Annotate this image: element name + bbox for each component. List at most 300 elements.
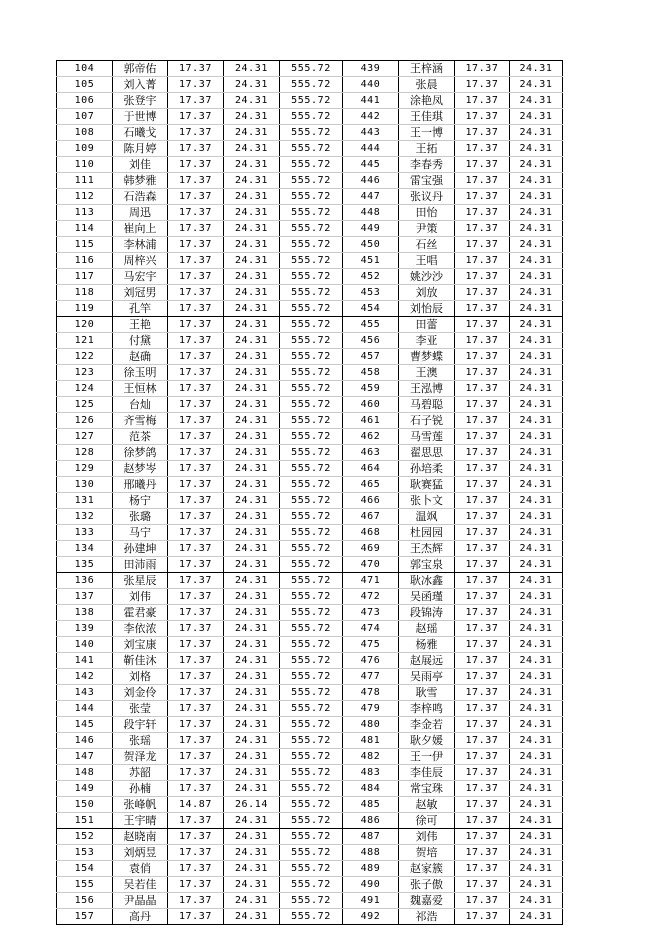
- left-id-cell[interactable]: 137: [57, 589, 113, 605]
- right-value-b-cell[interactable]: 24.31: [510, 285, 563, 301]
- left-value-b-cell[interactable]: 24.31: [224, 381, 280, 397]
- right-id-cell[interactable]: 480: [343, 717, 399, 733]
- right-name-cell[interactable]: 张议丹: [399, 189, 455, 205]
- left-value-a-cell[interactable]: 17.37: [168, 621, 224, 637]
- left-name-cell[interactable]: 于世博: [113, 109, 168, 125]
- right-name-cell[interactable]: 郭宝泉: [399, 557, 455, 573]
- left-id-cell[interactable]: 136: [57, 573, 113, 589]
- total-cell[interactable]: 555.72: [280, 317, 343, 333]
- right-value-b-cell[interactable]: 24.31: [510, 205, 563, 221]
- right-id-cell[interactable]: 472: [343, 589, 399, 605]
- left-name-cell[interactable]: 王艳: [113, 317, 168, 333]
- left-value-a-cell[interactable]: 17.37: [168, 461, 224, 477]
- total-cell[interactable]: 555.72: [280, 333, 343, 349]
- left-name-cell[interactable]: 郭帝佑: [113, 61, 168, 77]
- right-name-cell[interactable]: 张晨: [399, 77, 455, 93]
- right-value-b-cell[interactable]: 24.31: [510, 221, 563, 237]
- left-id-cell[interactable]: 126: [57, 413, 113, 429]
- right-value-b-cell[interactable]: 24.31: [510, 701, 563, 717]
- left-id-cell[interactable]: 143: [57, 685, 113, 701]
- left-name-cell[interactable]: 崔向上: [113, 221, 168, 237]
- left-value-b-cell[interactable]: 24.31: [224, 861, 280, 877]
- left-name-cell[interactable]: 孙建坤: [113, 541, 168, 557]
- left-id-cell[interactable]: 106: [57, 93, 113, 109]
- right-name-cell[interactable]: 王一伊: [399, 749, 455, 765]
- left-name-cell[interactable]: 孔竿: [113, 301, 168, 317]
- left-value-b-cell[interactable]: 24.31: [224, 877, 280, 893]
- left-value-b-cell[interactable]: 24.31: [224, 301, 280, 317]
- right-name-cell[interactable]: 李亚: [399, 333, 455, 349]
- total-cell[interactable]: 555.72: [280, 109, 343, 125]
- left-value-a-cell[interactable]: 17.37: [168, 125, 224, 141]
- right-id-cell[interactable]: 475: [343, 637, 399, 653]
- right-value-b-cell[interactable]: 24.31: [510, 845, 563, 861]
- left-id-cell[interactable]: 116: [57, 253, 113, 269]
- left-name-cell[interactable]: 马宁: [113, 525, 168, 541]
- right-id-cell[interactable]: 470: [343, 557, 399, 573]
- right-name-cell[interactable]: 耿赛猛: [399, 477, 455, 493]
- left-id-cell[interactable]: 104: [57, 61, 113, 77]
- left-id-cell[interactable]: 130: [57, 477, 113, 493]
- right-name-cell[interactable]: 段锦涛: [399, 605, 455, 621]
- right-id-cell[interactable]: 446: [343, 173, 399, 189]
- left-value-b-cell[interactable]: 24.31: [224, 541, 280, 557]
- right-value-a-cell[interactable]: 17.37: [455, 525, 510, 541]
- left-id-cell[interactable]: 146: [57, 733, 113, 749]
- right-value-b-cell[interactable]: 24.31: [510, 333, 563, 349]
- left-value-b-cell[interactable]: 24.31: [224, 285, 280, 301]
- right-value-b-cell[interactable]: 24.31: [510, 909, 563, 925]
- left-value-a-cell[interactable]: 17.37: [168, 781, 224, 797]
- left-value-a-cell[interactable]: 17.37: [168, 653, 224, 669]
- right-value-b-cell[interactable]: 24.31: [510, 765, 563, 781]
- left-value-b-cell[interactable]: 24.31: [224, 477, 280, 493]
- left-name-cell[interactable]: 杨宁: [113, 493, 168, 509]
- left-value-a-cell[interactable]: 17.37: [168, 365, 224, 381]
- right-value-a-cell[interactable]: 17.37: [455, 221, 510, 237]
- left-name-cell[interactable]: 刘伟: [113, 589, 168, 605]
- left-value-b-cell[interactable]: 24.31: [224, 429, 280, 445]
- total-cell[interactable]: 555.72: [280, 301, 343, 317]
- left-name-cell[interactable]: 陈月婷: [113, 141, 168, 157]
- right-name-cell[interactable]: 赵敏: [399, 797, 455, 813]
- right-value-a-cell[interactable]: 17.37: [455, 493, 510, 509]
- total-cell[interactable]: 555.72: [280, 429, 343, 445]
- right-value-b-cell[interactable]: 24.31: [510, 637, 563, 653]
- right-id-cell[interactable]: 479: [343, 701, 399, 717]
- left-value-b-cell[interactable]: 24.31: [224, 189, 280, 205]
- right-value-a-cell[interactable]: 17.37: [455, 237, 510, 253]
- right-id-cell[interactable]: 486: [343, 813, 399, 829]
- left-id-cell[interactable]: 121: [57, 333, 113, 349]
- left-id-cell[interactable]: 112: [57, 189, 113, 205]
- left-name-cell[interactable]: 李林浦: [113, 237, 168, 253]
- right-name-cell[interactable]: 石丝: [399, 237, 455, 253]
- left-name-cell[interactable]: 刘佳: [113, 157, 168, 173]
- left-id-cell[interactable]: 122: [57, 349, 113, 365]
- right-name-cell[interactable]: 魏嘉爱: [399, 893, 455, 909]
- left-name-cell[interactable]: 袁俏: [113, 861, 168, 877]
- right-value-a-cell[interactable]: 17.37: [455, 445, 510, 461]
- right-id-cell[interactable]: 462: [343, 429, 399, 445]
- right-name-cell[interactable]: 王一博: [399, 125, 455, 141]
- left-value-b-cell[interactable]: 24.31: [224, 61, 280, 77]
- right-value-b-cell[interactable]: 24.31: [510, 109, 563, 125]
- left-value-a-cell[interactable]: 17.37: [168, 589, 224, 605]
- right-value-b-cell[interactable]: 24.31: [510, 413, 563, 429]
- total-cell[interactable]: 555.72: [280, 637, 343, 653]
- right-value-a-cell[interactable]: 17.37: [455, 477, 510, 493]
- right-value-a-cell[interactable]: 17.37: [455, 285, 510, 301]
- right-name-cell[interactable]: 李金若: [399, 717, 455, 733]
- right-value-b-cell[interactable]: 24.31: [510, 237, 563, 253]
- total-cell[interactable]: 555.72: [280, 237, 343, 253]
- right-value-b-cell[interactable]: 24.31: [510, 509, 563, 525]
- left-id-cell[interactable]: 110: [57, 157, 113, 173]
- right-value-b-cell[interactable]: 24.31: [510, 381, 563, 397]
- left-value-b-cell[interactable]: 24.31: [224, 829, 280, 845]
- left-id-cell[interactable]: 109: [57, 141, 113, 157]
- total-cell[interactable]: 555.72: [280, 157, 343, 173]
- right-id-cell[interactable]: 476: [343, 653, 399, 669]
- right-value-b-cell[interactable]: 24.31: [510, 429, 563, 445]
- right-name-cell[interactable]: 王拓: [399, 141, 455, 157]
- right-value-a-cell[interactable]: 17.37: [455, 893, 510, 909]
- right-value-b-cell[interactable]: 24.31: [510, 733, 563, 749]
- right-value-a-cell[interactable]: 17.37: [455, 349, 510, 365]
- left-id-cell[interactable]: 148: [57, 765, 113, 781]
- right-name-cell[interactable]: 吴雨亭: [399, 669, 455, 685]
- right-value-a-cell[interactable]: 17.37: [455, 317, 510, 333]
- left-value-a-cell[interactable]: 17.37: [168, 813, 224, 829]
- right-name-cell[interactable]: 王梓涵: [399, 61, 455, 77]
- right-value-b-cell[interactable]: 24.31: [510, 525, 563, 541]
- right-value-a-cell[interactable]: 17.37: [455, 429, 510, 445]
- total-cell[interactable]: 555.72: [280, 381, 343, 397]
- total-cell[interactable]: 555.72: [280, 733, 343, 749]
- right-id-cell[interactable]: 441: [343, 93, 399, 109]
- left-value-a-cell[interactable]: 17.37: [168, 141, 224, 157]
- right-name-cell[interactable]: 田蕾: [399, 317, 455, 333]
- left-value-a-cell[interactable]: 17.37: [168, 749, 224, 765]
- right-name-cell[interactable]: 曹梦蝶: [399, 349, 455, 365]
- right-id-cell[interactable]: 456: [343, 333, 399, 349]
- left-value-a-cell[interactable]: 17.37: [168, 381, 224, 397]
- left-value-b-cell[interactable]: 24.31: [224, 109, 280, 125]
- left-id-cell[interactable]: 124: [57, 381, 113, 397]
- left-value-b-cell[interactable]: 24.31: [224, 493, 280, 509]
- right-name-cell[interactable]: 王泓博: [399, 381, 455, 397]
- left-id-cell[interactable]: 119: [57, 301, 113, 317]
- total-cell[interactable]: 555.72: [280, 205, 343, 221]
- left-id-cell[interactable]: 135: [57, 557, 113, 573]
- right-value-b-cell[interactable]: 24.31: [510, 621, 563, 637]
- left-id-cell[interactable]: 138: [57, 605, 113, 621]
- left-name-cell[interactable]: 尹晶晶: [113, 893, 168, 909]
- right-value-a-cell[interactable]: 17.37: [455, 813, 510, 829]
- right-value-b-cell[interactable]: 24.31: [510, 269, 563, 285]
- right-value-a-cell[interactable]: 17.37: [455, 765, 510, 781]
- total-cell[interactable]: 555.72: [280, 141, 343, 157]
- left-name-cell[interactable]: 张星辰: [113, 573, 168, 589]
- left-id-cell[interactable]: 141: [57, 653, 113, 669]
- right-value-b-cell[interactable]: 24.31: [510, 589, 563, 605]
- left-id-cell[interactable]: 139: [57, 621, 113, 637]
- left-value-a-cell[interactable]: 17.37: [168, 397, 224, 413]
- left-value-b-cell[interactable]: 24.31: [224, 397, 280, 413]
- left-value-a-cell[interactable]: 17.37: [168, 413, 224, 429]
- right-value-a-cell[interactable]: 17.37: [455, 397, 510, 413]
- right-id-cell[interactable]: 484: [343, 781, 399, 797]
- right-name-cell[interactable]: 王佳琪: [399, 109, 455, 125]
- right-name-cell[interactable]: 刘伟: [399, 829, 455, 845]
- left-value-b-cell[interactable]: 24.31: [224, 733, 280, 749]
- left-id-cell[interactable]: 115: [57, 237, 113, 253]
- left-value-b-cell[interactable]: 24.31: [224, 349, 280, 365]
- left-name-cell[interactable]: 张莹: [113, 701, 168, 717]
- right-name-cell[interactable]: 涂艳凤: [399, 93, 455, 109]
- left-id-cell[interactable]: 151: [57, 813, 113, 829]
- right-name-cell[interactable]: 耿夕媛: [399, 733, 455, 749]
- left-value-a-cell[interactable]: 17.37: [168, 669, 224, 685]
- total-cell[interactable]: 555.72: [280, 813, 343, 829]
- right-value-a-cell[interactable]: 17.37: [455, 701, 510, 717]
- right-id-cell[interactable]: 469: [343, 541, 399, 557]
- right-value-a-cell[interactable]: 17.37: [455, 189, 510, 205]
- left-value-a-cell[interactable]: 17.37: [168, 93, 224, 109]
- left-value-a-cell[interactable]: 17.37: [168, 237, 224, 253]
- right-name-cell[interactable]: 杨雅: [399, 637, 455, 653]
- right-value-a-cell[interactable]: 17.37: [455, 573, 510, 589]
- right-value-a-cell[interactable]: 17.37: [455, 93, 510, 109]
- total-cell[interactable]: 555.72: [280, 573, 343, 589]
- left-value-a-cell[interactable]: 17.37: [168, 173, 224, 189]
- left-value-a-cell[interactable]: 17.37: [168, 909, 224, 925]
- right-name-cell[interactable]: 王唱: [399, 253, 455, 269]
- right-value-a-cell[interactable]: 17.37: [455, 589, 510, 605]
- total-cell[interactable]: 555.72: [280, 493, 343, 509]
- right-value-b-cell[interactable]: 24.31: [510, 141, 563, 157]
- total-cell[interactable]: 555.72: [280, 61, 343, 77]
- left-name-cell[interactable]: 赵确: [113, 349, 168, 365]
- total-cell[interactable]: 555.72: [280, 413, 343, 429]
- left-name-cell[interactable]: 石曦戈: [113, 125, 168, 141]
- left-value-a-cell[interactable]: 17.37: [168, 285, 224, 301]
- left-id-cell[interactable]: 125: [57, 397, 113, 413]
- right-id-cell[interactable]: 451: [343, 253, 399, 269]
- right-value-a-cell[interactable]: 17.37: [455, 125, 510, 141]
- right-value-a-cell[interactable]: 17.37: [455, 845, 510, 861]
- right-value-b-cell[interactable]: 24.31: [510, 77, 563, 93]
- right-value-a-cell[interactable]: 17.37: [455, 509, 510, 525]
- right-value-a-cell[interactable]: 17.37: [455, 685, 510, 701]
- total-cell[interactable]: 555.72: [280, 445, 343, 461]
- total-cell[interactable]: 555.72: [280, 909, 343, 925]
- total-cell[interactable]: 555.72: [280, 365, 343, 381]
- right-id-cell[interactable]: 490: [343, 877, 399, 893]
- right-name-cell[interactable]: 雷宝强: [399, 173, 455, 189]
- left-name-cell[interactable]: 周梓兴: [113, 253, 168, 269]
- left-id-cell[interactable]: 134: [57, 541, 113, 557]
- left-value-a-cell[interactable]: 17.37: [168, 205, 224, 221]
- right-value-a-cell[interactable]: 17.37: [455, 301, 510, 317]
- left-value-b-cell[interactable]: 24.31: [224, 909, 280, 925]
- right-value-b-cell[interactable]: 24.31: [510, 477, 563, 493]
- right-value-a-cell[interactable]: 17.37: [455, 413, 510, 429]
- left-name-cell[interactable]: 周迅: [113, 205, 168, 221]
- left-value-b-cell[interactable]: 24.31: [224, 173, 280, 189]
- left-id-cell[interactable]: 149: [57, 781, 113, 797]
- right-value-b-cell[interactable]: 24.31: [510, 317, 563, 333]
- total-cell[interactable]: 555.72: [280, 125, 343, 141]
- right-value-b-cell[interactable]: 24.31: [510, 541, 563, 557]
- right-value-a-cell[interactable]: 17.37: [455, 557, 510, 573]
- left-value-b-cell[interactable]: 24.31: [224, 365, 280, 381]
- right-value-a-cell[interactable]: 17.37: [455, 877, 510, 893]
- right-value-b-cell[interactable]: 24.31: [510, 813, 563, 829]
- right-value-b-cell[interactable]: 24.31: [510, 61, 563, 77]
- total-cell[interactable]: 555.72: [280, 701, 343, 717]
- right-value-b-cell[interactable]: 24.31: [510, 189, 563, 205]
- left-value-a-cell[interactable]: 17.37: [168, 301, 224, 317]
- left-value-a-cell[interactable]: 17.37: [168, 493, 224, 509]
- left-value-b-cell[interactable]: 24.31: [224, 269, 280, 285]
- right-id-cell[interactable]: 474: [343, 621, 399, 637]
- total-cell[interactable]: 555.72: [280, 525, 343, 541]
- left-value-b-cell[interactable]: 24.31: [224, 685, 280, 701]
- right-name-cell[interactable]: 徐可: [399, 813, 455, 829]
- right-name-cell[interactable]: 马雪莲: [399, 429, 455, 445]
- left-name-cell[interactable]: 王恒林: [113, 381, 168, 397]
- left-name-cell[interactable]: 邢曦丹: [113, 477, 168, 493]
- left-value-a-cell[interactable]: 17.37: [168, 541, 224, 557]
- right-value-b-cell[interactable]: 24.31: [510, 557, 563, 573]
- left-value-a-cell[interactable]: 17.37: [168, 605, 224, 621]
- left-name-cell[interactable]: 吴若佳: [113, 877, 168, 893]
- left-name-cell[interactable]: 刘金伶: [113, 685, 168, 701]
- left-value-b-cell[interactable]: 24.31: [224, 317, 280, 333]
- left-value-b-cell[interactable]: 24.31: [224, 781, 280, 797]
- right-name-cell[interactable]: 马碧聪: [399, 397, 455, 413]
- right-value-a-cell[interactable]: 17.37: [455, 157, 510, 173]
- right-value-b-cell[interactable]: 24.31: [510, 125, 563, 141]
- right-name-cell[interactable]: 田怡: [399, 205, 455, 221]
- left-id-cell[interactable]: 155: [57, 877, 113, 893]
- left-value-a-cell[interactable]: 17.37: [168, 765, 224, 781]
- left-name-cell[interactable]: 李依浓: [113, 621, 168, 637]
- total-cell[interactable]: 555.72: [280, 173, 343, 189]
- left-id-cell[interactable]: 111: [57, 173, 113, 189]
- right-value-b-cell[interactable]: 24.31: [510, 397, 563, 413]
- right-id-cell[interactable]: 445: [343, 157, 399, 173]
- left-value-a-cell[interactable]: 17.37: [168, 317, 224, 333]
- right-name-cell[interactable]: 李梓鸣: [399, 701, 455, 717]
- left-name-cell[interactable]: 徐玉明: [113, 365, 168, 381]
- left-id-cell[interactable]: 107: [57, 109, 113, 125]
- total-cell[interactable]: 555.72: [280, 509, 343, 525]
- left-value-b-cell[interactable]: 24.31: [224, 221, 280, 237]
- left-id-cell[interactable]: 140: [57, 637, 113, 653]
- left-name-cell[interactable]: 刘格: [113, 669, 168, 685]
- right-name-cell[interactable]: 贺培: [399, 845, 455, 861]
- left-name-cell[interactable]: 刘入菁: [113, 77, 168, 93]
- total-cell[interactable]: 555.72: [280, 589, 343, 605]
- right-value-a-cell[interactable]: 17.37: [455, 653, 510, 669]
- total-cell[interactable]: 555.72: [280, 285, 343, 301]
- left-id-cell[interactable]: 114: [57, 221, 113, 237]
- left-value-a-cell[interactable]: 17.37: [168, 861, 224, 877]
- left-value-a-cell[interactable]: 17.37: [168, 477, 224, 493]
- right-value-a-cell[interactable]: 17.37: [455, 637, 510, 653]
- right-id-cell[interactable]: 471: [343, 573, 399, 589]
- right-value-b-cell[interactable]: 24.31: [510, 157, 563, 173]
- left-value-a-cell[interactable]: 17.37: [168, 109, 224, 125]
- right-value-b-cell[interactable]: 24.31: [510, 173, 563, 189]
- right-value-a-cell[interactable]: 17.37: [455, 909, 510, 925]
- left-id-cell[interactable]: 129: [57, 461, 113, 477]
- total-cell[interactable]: 555.72: [280, 541, 343, 557]
- right-id-cell[interactable]: 468: [343, 525, 399, 541]
- left-name-cell[interactable]: 刘炳昱: [113, 845, 168, 861]
- left-name-cell[interactable]: 霍君豪: [113, 605, 168, 621]
- right-value-b-cell[interactable]: 24.31: [510, 877, 563, 893]
- left-value-b-cell[interactable]: 24.31: [224, 93, 280, 109]
- right-value-b-cell[interactable]: 24.31: [510, 301, 563, 317]
- right-value-a-cell[interactable]: 17.37: [455, 365, 510, 381]
- right-value-a-cell[interactable]: 17.37: [455, 205, 510, 221]
- left-value-b-cell[interactable]: 24.31: [224, 461, 280, 477]
- left-id-cell[interactable]: 131: [57, 493, 113, 509]
- right-value-a-cell[interactable]: 17.37: [455, 829, 510, 845]
- right-id-cell[interactable]: 491: [343, 893, 399, 909]
- left-value-b-cell[interactable]: 24.31: [224, 621, 280, 637]
- left-value-a-cell[interactable]: 17.37: [168, 701, 224, 717]
- left-value-b-cell[interactable]: 24.31: [224, 141, 280, 157]
- left-value-a-cell[interactable]: 17.37: [168, 333, 224, 349]
- right-value-a-cell[interactable]: 17.37: [455, 541, 510, 557]
- right-id-cell[interactable]: 458: [343, 365, 399, 381]
- left-value-a-cell[interactable]: 17.37: [168, 717, 224, 733]
- right-id-cell[interactable]: 452: [343, 269, 399, 285]
- left-id-cell[interactable]: 120: [57, 317, 113, 333]
- left-name-cell[interactable]: 孙楠: [113, 781, 168, 797]
- right-value-b-cell[interactable]: 24.31: [510, 797, 563, 813]
- right-id-cell[interactable]: 485: [343, 797, 399, 813]
- total-cell[interactable]: 555.72: [280, 269, 343, 285]
- left-name-cell[interactable]: 赵梦岑: [113, 461, 168, 477]
- total-cell[interactable]: 555.72: [280, 845, 343, 861]
- left-name-cell[interactable]: 靳佳沐: [113, 653, 168, 669]
- right-name-cell[interactable]: 张卜文: [399, 493, 455, 509]
- right-name-cell[interactable]: 刘怡辰: [399, 301, 455, 317]
- right-value-a-cell[interactable]: 17.37: [455, 781, 510, 797]
- left-value-a-cell[interactable]: 17.37: [168, 573, 224, 589]
- left-value-b-cell[interactable]: 24.31: [224, 237, 280, 253]
- total-cell[interactable]: 555.72: [280, 461, 343, 477]
- left-value-a-cell[interactable]: 17.37: [168, 269, 224, 285]
- right-value-b-cell[interactable]: 24.31: [510, 653, 563, 669]
- total-cell[interactable]: 555.72: [280, 189, 343, 205]
- right-name-cell[interactable]: 杜园园: [399, 525, 455, 541]
- left-name-cell[interactable]: 田沛雨: [113, 557, 168, 573]
- left-id-cell[interactable]: 153: [57, 845, 113, 861]
- left-value-a-cell[interactable]: 17.37: [168, 877, 224, 893]
- right-id-cell[interactable]: 457: [343, 349, 399, 365]
- left-value-b-cell[interactable]: 24.31: [224, 669, 280, 685]
- left-name-cell[interactable]: 张瑶: [113, 733, 168, 749]
- total-cell[interactable]: 555.72: [280, 685, 343, 701]
- right-value-a-cell[interactable]: 17.37: [455, 253, 510, 269]
